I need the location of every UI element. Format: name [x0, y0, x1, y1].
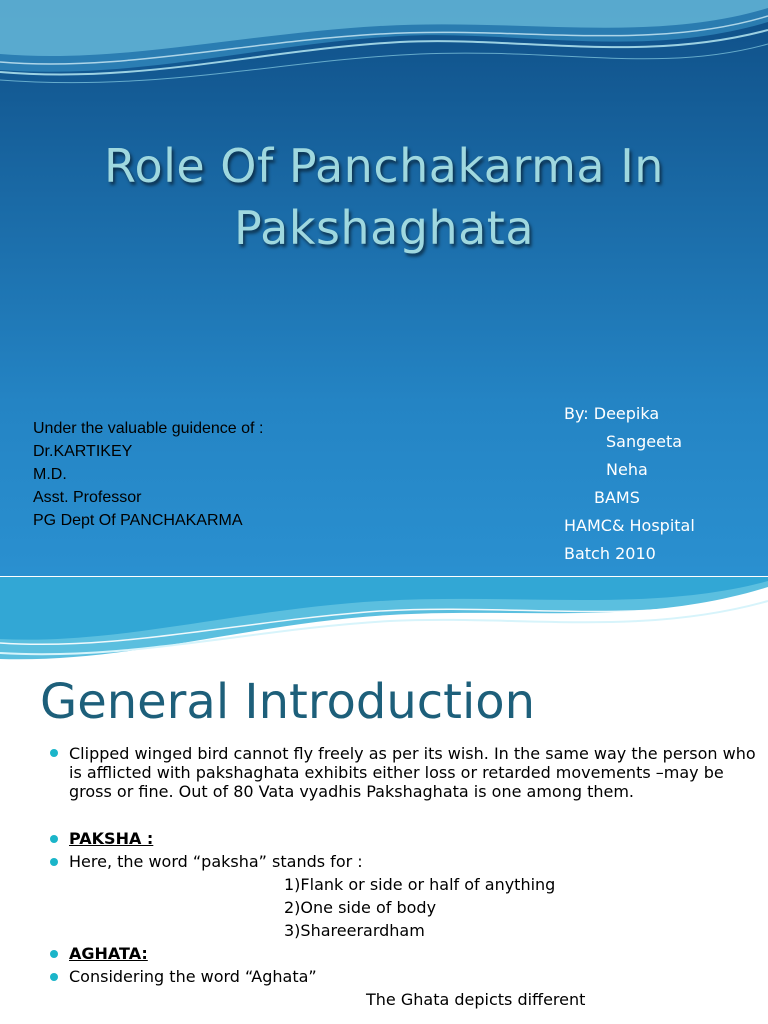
list-item	[50, 744, 760, 801]
paksha-meaning: 1)Flank or side or half of anything	[284, 875, 556, 894]
guide-designation: Asst. Professor	[33, 489, 142, 506]
bullet-icon	[50, 835, 58, 843]
authors-block	[564, 400, 764, 568]
guide-degree: M.D.	[33, 466, 67, 483]
author-course: BAMS	[594, 488, 640, 507]
list-item	[50, 942, 760, 965]
intro-paragraph: Clipped winged bird cannot fly freely as per its wish. In the same way the person who is afflicted with pakshaghata exhibits either loss or retarded movements –may be gross or fine. Out of 80 Vata vyadhis Pakshaghata is one among them.	[69, 744, 756, 801]
bullet-icon	[50, 973, 58, 981]
paksha-meaning: 3)Shareerardham	[284, 921, 425, 940]
bullet-icon	[50, 950, 58, 958]
decorative-waves	[0, 0, 768, 100]
list-item	[50, 965, 760, 988]
aghata-label: AGHATA:	[69, 944, 148, 963]
aghata-text: Considering the word “Aghata”	[69, 967, 317, 986]
intro-slide	[0, 577, 768, 1024]
cutoff-text: The Ghata depicts different	[366, 990, 586, 1009]
author-line: Sangeeta	[606, 432, 683, 451]
list-item	[50, 827, 760, 850]
paksha-text: Here, the word “paksha” stands for :	[69, 852, 363, 871]
author-college: HAMC& Hospital	[564, 516, 695, 535]
decorative-waves	[0, 577, 768, 667]
paksha-label: PAKSHA :	[69, 829, 154, 848]
title-line-1: Role Of Panchakarma In	[104, 139, 664, 193]
guide-department: PG Dept Of PANCHAKARMA	[33, 512, 243, 529]
guide-name: Dr.KARTIKEY	[33, 443, 133, 460]
author-line: Neha	[606, 460, 648, 479]
slide-content	[50, 744, 760, 1011]
title-line-2: Pakshaghata	[233, 201, 535, 255]
slide-heading: General Introduction	[40, 674, 536, 730]
bullet-icon	[50, 749, 58, 757]
author-batch: Batch 2010	[564, 544, 656, 563]
guidance-line: Under the valuable guidence of :	[33, 420, 264, 437]
author-line: By: Deepika	[564, 404, 660, 423]
list-item	[50, 850, 760, 873]
bullet-icon	[50, 858, 58, 866]
guidance-block	[33, 417, 363, 532]
slide-title	[0, 135, 768, 259]
paksha-meaning: 2)One side of body	[284, 898, 437, 917]
